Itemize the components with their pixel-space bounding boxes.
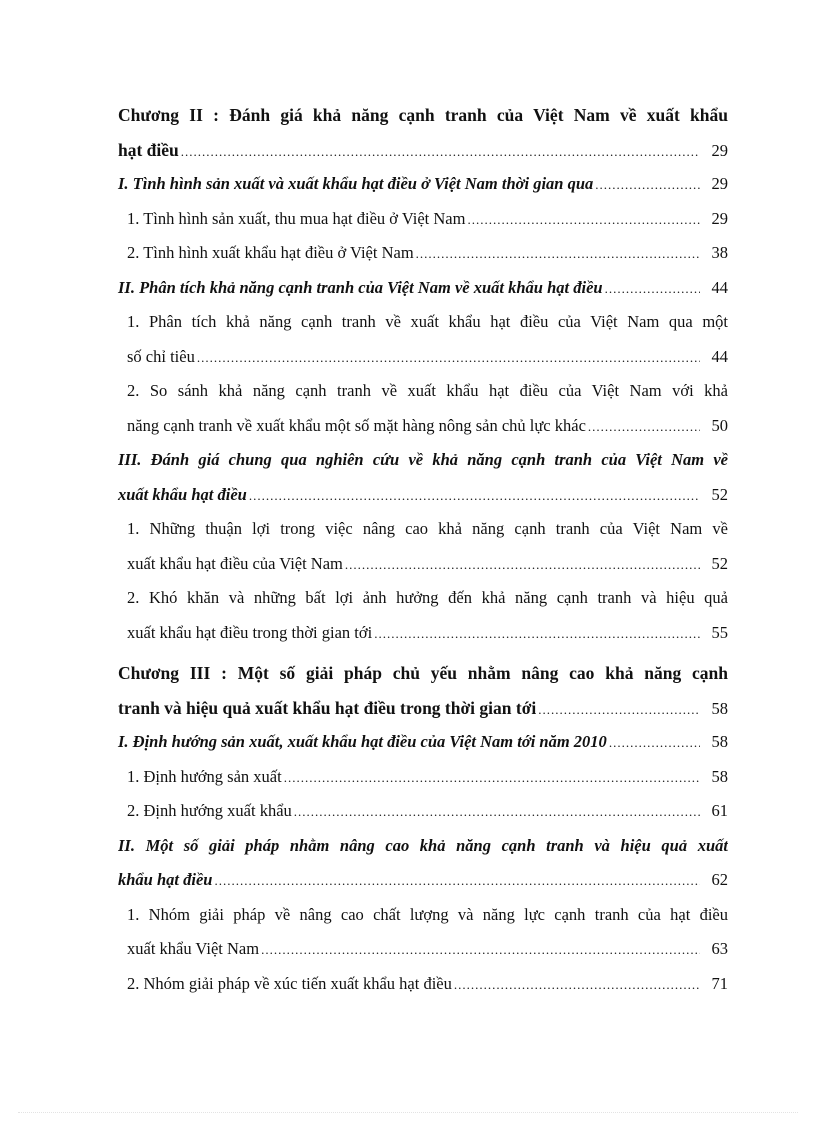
toc-entry-item[interactable] [118, 305, 728, 374]
toc-entry-line [118, 98, 728, 133]
toc-entry-line [127, 340, 728, 375]
dot-leader [249, 479, 700, 514]
page-bottom-divider [18, 1112, 798, 1113]
dot-leader [609, 726, 700, 761]
toc-page-number: 71 [711, 973, 728, 993]
toc-page-number: 55 [711, 622, 728, 642]
toc-entry-line [127, 616, 728, 651]
dot-leader [261, 933, 700, 968]
toc-entry-text: 2. So sánh khả năng cạnh tranh về xuất khẩu hạt điều của Việt Nam với khả [127, 381, 728, 400]
toc-entry-line [127, 967, 728, 1002]
toc-entry-text: khẩu hạt điều [118, 870, 213, 889]
toc-page-number: 58 [711, 698, 728, 718]
dot-leader [605, 272, 700, 307]
toc-entry-line [127, 374, 728, 409]
toc-entry-text: 2. Nhóm giải pháp về xúc tiến xuất khẩu hạt điều [127, 973, 452, 993]
toc-page-number: 62 [711, 870, 728, 889]
toc-entry-line [118, 478, 728, 513]
toc-entry-line [127, 760, 728, 795]
dot-leader [595, 168, 700, 203]
toc-entry-line [118, 725, 728, 760]
toc-entry-text: xuất khẩu hạt điều [118, 484, 247, 504]
toc-entry-text: 2. Tình hình xuất khẩu hạt điều ở Việt Nam [127, 243, 414, 262]
dot-leader [416, 237, 700, 272]
toc-entry-line [118, 656, 728, 691]
toc-entry-text: Chương III : Một số giải pháp chủ yếu nhằm nâng cao khả năng cạnh [118, 663, 728, 683]
toc-entry-section[interactable] [118, 167, 728, 202]
toc-entry-text: số chỉ tiêu [127, 346, 195, 366]
toc-entry-item[interactable] [118, 898, 728, 967]
toc-entry-text: 1. Nhóm giải pháp về nâng cao chất lượng và năng lực cạnh tranh của hạt điều [127, 904, 728, 924]
dot-leader [214, 864, 700, 899]
toc-entry-line [127, 932, 728, 967]
toc-entry-item[interactable] [118, 581, 728, 650]
toc-entry-text: 1. Phân tích khả năng cạnh tranh về xuất khẩu hạt điều của Việt Nam qua một [127, 312, 728, 331]
toc-entry-line [127, 409, 728, 444]
toc-entry-text: II. Phân tích khả năng cạnh tranh của Việt Nam về xuất khẩu hạt điều [118, 277, 603, 297]
toc-entry-section[interactable] [118, 829, 728, 898]
toc-entry-text: III. Đánh giá chung qua nghiên cứu về khả năng cạnh tranh của Việt Nam về [118, 450, 728, 469]
toc-entry-item[interactable] [118, 760, 728, 795]
toc-entry-item[interactable] [118, 512, 728, 581]
toc-entry-section[interactable] [118, 271, 728, 306]
toc-entry-line [127, 202, 728, 237]
toc-page-number: 58 [711, 732, 728, 751]
dot-leader [374, 617, 700, 652]
toc-entry-item[interactable] [118, 202, 728, 237]
toc-entry-text: 1. Những thuận lợi trong việc nâng cao khả năng cạnh tranh của Việt Nam về [127, 519, 728, 538]
dot-leader [294, 795, 700, 830]
toc-entry-text: xuất khẩu hạt điều của Việt Nam [127, 553, 343, 573]
toc-page-number: 44 [711, 277, 728, 297]
dot-leader [345, 548, 700, 583]
toc-entry-text: I. Định hướng sản xuất, xuất khẩu hạt điều của Việt Nam tới năm 2010 [118, 732, 607, 751]
dot-leader [197, 341, 700, 376]
toc-entry-line [118, 863, 728, 898]
dot-leader [467, 203, 700, 238]
toc-entry-text: II. Một số giải pháp nhằm nâng cao khả năng cạnh tranh và hiệu quả xuất [118, 835, 728, 855]
toc-entry-line [127, 305, 728, 340]
toc-entry-line [118, 271, 728, 306]
dot-leader [181, 135, 700, 170]
dot-leader [538, 693, 700, 728]
toc-entry-text: 2. Định hướng xuất khẩu [127, 801, 292, 820]
toc-page-number: 44 [711, 346, 728, 366]
toc-entry-text: 1. Tình hình sản xuất, thu mua hạt điều ở Việt Nam [127, 208, 466, 228]
toc-entry-line [127, 794, 728, 829]
toc-entry-text: xuất khẩu hạt điều trong thời gian tới [127, 622, 373, 642]
toc-page-number: 63 [711, 939, 728, 958]
toc-entry-item[interactable] [118, 967, 728, 1002]
toc-entry-line [127, 898, 728, 933]
toc-entry-chapter[interactable] [118, 656, 728, 725]
toc-page-number: 29 [711, 174, 728, 193]
toc-entry-line [127, 236, 728, 271]
toc-page-number: 38 [711, 243, 728, 262]
toc-page-number: 50 [711, 415, 728, 435]
toc-entry-line [118, 133, 728, 168]
toc-entry-text: Chương II : Đánh giá khả năng cạnh tranh của Việt Nam về xuất khẩu [118, 105, 728, 125]
toc-entry-item[interactable] [118, 794, 728, 829]
toc-entry-text: hạt điều [118, 139, 179, 160]
toc-page-number: 29 [711, 208, 728, 228]
toc-entry-line [127, 512, 728, 547]
toc-entry-text: 1. Định hướng sản xuất [127, 766, 282, 786]
toc-entry-line [118, 443, 728, 478]
table-of-contents [118, 98, 728, 1001]
dot-leader [588, 410, 700, 445]
dot-leader [284, 761, 700, 796]
toc-entry-line [118, 167, 728, 202]
toc-page-number: 29 [711, 140, 728, 160]
toc-entry-item[interactable] [118, 236, 728, 271]
toc-page-number: 61 [711, 801, 728, 820]
toc-entry-text: I. Tình hình sản xuất và xuất khẩu hạt điều ở Việt Nam thời gian qua [118, 174, 594, 193]
toc-page-number: 58 [711, 766, 728, 786]
dot-leader [454, 968, 700, 1003]
toc-entry-line [127, 547, 728, 582]
toc-entry-text: 2. Khó khăn và những bất lợi ảnh hưởng đến khả năng cạnh tranh và hiệu quả [127, 588, 728, 607]
toc-entry-section[interactable] [118, 443, 728, 512]
toc-entry-text: xuất khẩu Việt Nam [127, 939, 260, 958]
toc-page-number: 52 [711, 553, 728, 573]
toc-entry-item[interactable] [118, 374, 728, 443]
toc-entry-line [118, 829, 728, 864]
toc-entry-line [118, 691, 728, 726]
toc-entry-chapter[interactable] [118, 98, 728, 167]
toc-entry-text: tranh và hiệu quả xuất khẩu hạt điều trong thời gian tới [118, 697, 537, 718]
toc-entry-line [127, 581, 728, 616]
toc-entry-text: năng cạnh tranh về xuất khẩu một số mặt hàng nông sản chủ lực khác [127, 415, 586, 435]
toc-entry-section[interactable] [118, 725, 728, 760]
toc-page-number: 52 [711, 484, 728, 504]
